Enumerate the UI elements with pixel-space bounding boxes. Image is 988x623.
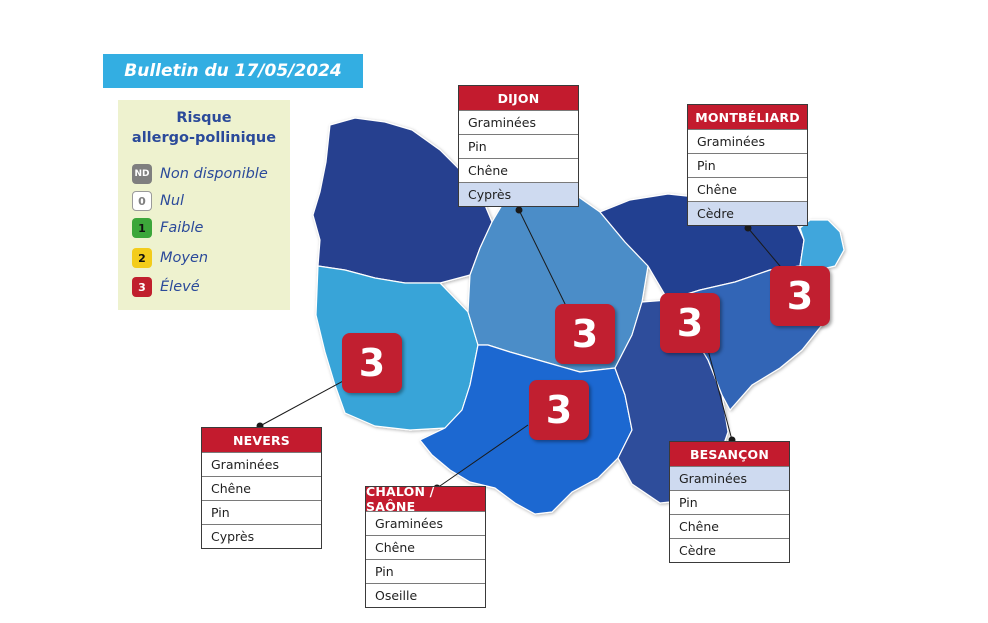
- legend-title-line2: allergo-pollinique: [131, 130, 277, 146]
- risk-badge-cote-dor: 3: [555, 304, 615, 364]
- pollen-item: Chêne: [670, 514, 789, 538]
- legend-item-0: [132, 191, 184, 211]
- pollen-item: Pin: [459, 134, 578, 158]
- risk-badge-saone-et-loire: 3: [529, 380, 589, 440]
- legend-label-2: Moyen: [160, 250, 209, 266]
- station-besancon-name: BESANÇON: [670, 442, 789, 466]
- legend-title-line1: Risque: [176, 110, 232, 126]
- risk-badge-doubs: 3: [660, 293, 720, 353]
- department-territoire-de-belfort: [800, 220, 844, 270]
- station-nevers-name: NEVERS: [202, 428, 321, 452]
- pollen-item: Cèdre: [670, 538, 789, 562]
- legend-item-1: [132, 218, 203, 238]
- pollen-item: Cèdre: [688, 201, 807, 225]
- legend-swatch-2: 2: [132, 248, 152, 268]
- legend-item-nd: [132, 164, 268, 184]
- station-montbeliard: [687, 104, 808, 226]
- bulletin-date-banner: [103, 54, 363, 88]
- legend-item-2: [132, 248, 208, 268]
- station-dijon-name: DIJON: [459, 86, 578, 110]
- bulletin-date-label: Bulletin du 17/05/2024: [124, 61, 342, 81]
- legend-item-3: [132, 277, 200, 297]
- pollen-item: Cyprès: [202, 524, 321, 548]
- legend-label-1: Faible: [160, 220, 204, 236]
- legend-label-nd: Non disponible: [160, 166, 268, 182]
- pollen-item: Pin: [688, 153, 807, 177]
- pollen-item: Oseille: [366, 583, 485, 607]
- station-chalon-saone: [365, 486, 486, 608]
- risk-badge-territoire-de-belfort: 3: [770, 266, 830, 326]
- legend-label-3: Élevé: [160, 279, 200, 295]
- pollen-item: Graminées: [202, 452, 321, 476]
- legend-swatch-nd: ND: [132, 164, 152, 184]
- risk-badge-nievre: 3: [342, 333, 402, 393]
- pollen-item: Graminées: [670, 466, 789, 490]
- station-besancon: [669, 441, 790, 563]
- pollen-item: Graminées: [366, 511, 485, 535]
- station-dijon: [458, 85, 579, 207]
- pollen-item: Chêne: [459, 158, 578, 182]
- station-montbeliard-name: MONTBÉLIARD: [688, 105, 807, 129]
- station-chalon-saone-name: CHALON / SAÔNE: [366, 487, 485, 511]
- pollen-item: Graminées: [459, 110, 578, 134]
- station-nevers: [201, 427, 322, 549]
- legend-swatch-0: 0: [132, 191, 152, 211]
- pollen-item: Chêne: [688, 177, 807, 201]
- legend-swatch-3: 3: [132, 277, 152, 297]
- legend-swatch-1: 1: [132, 218, 152, 238]
- legend-label-0: Nul: [160, 193, 185, 209]
- pollen-item: Chêne: [202, 476, 321, 500]
- pollen-item: Pin: [670, 490, 789, 514]
- pollen-item: Chêne: [366, 535, 485, 559]
- pollen-item: Cyprès: [459, 182, 578, 206]
- pollen-item: Graminées: [688, 129, 807, 153]
- pollen-item: Pin: [202, 500, 321, 524]
- legend-title: [118, 108, 290, 148]
- risk-legend: [118, 100, 290, 310]
- pollen-item: Pin: [366, 559, 485, 583]
